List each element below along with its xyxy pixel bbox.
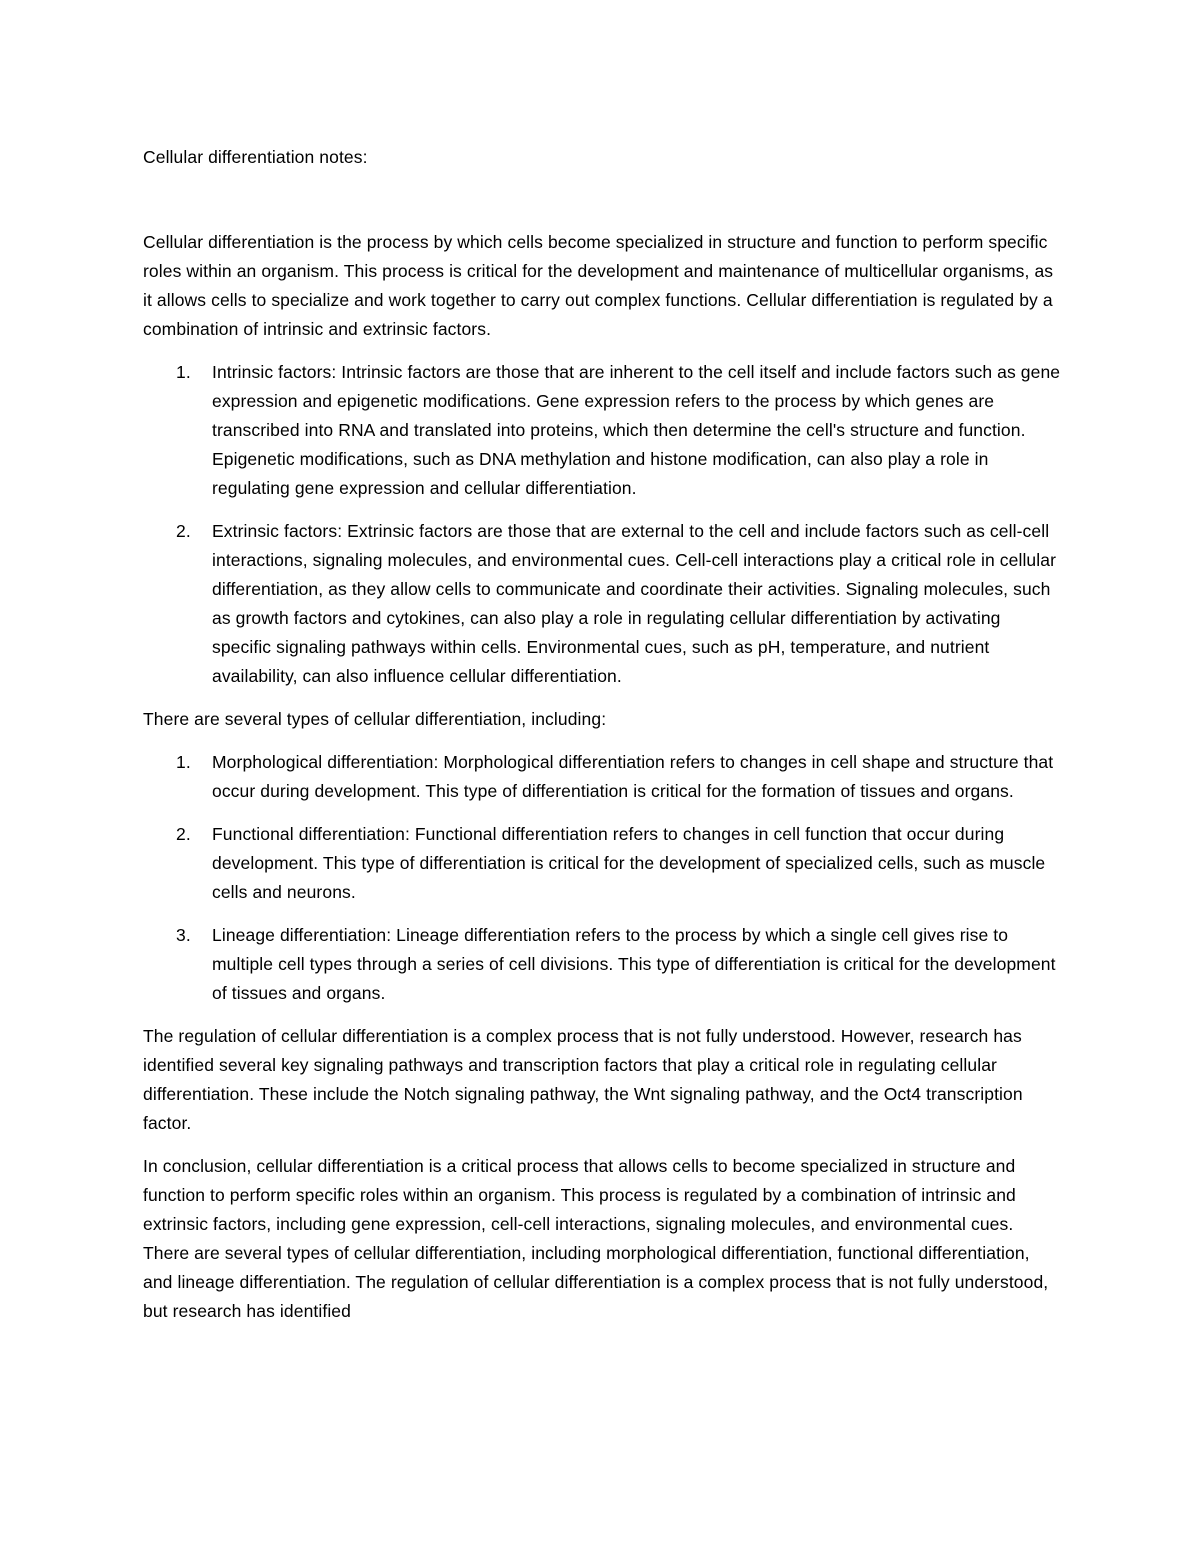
conclusion-paragraph: In conclusion, cellular differentiation is a critical process that allows cells to become specialized in structure and function to perform specific roles within an organism. This process is regulated by a combination of intrinsic and extrinsic factors, including gene expression, cell-cell interactions, signaling molecules, and environmental cues. There are several types of cellular differentiation, including morphological differentiation, functional differentiation, and lineage differentiation. The regulation of cellular differentiation is a complex process that is not fully understood, but research has identified [143,1156,1049,1321]
list-item-functional [143,820,1063,907]
list-item-intrinsic-factors [143,358,1063,503]
list-item-text: Functional differentiation: Functional differentiation refers to changes in cell function that occur during development. This type of differentiation is critical for the development of specialized cells, such as muscle cells and neurons. [212,824,1046,902]
types-intro-paragraph: There are several types of cellular differentiation, including: [143,709,607,729]
intro-paragraph: Cellular differentiation is the process by which cells become specialized in structure and function to perform specific roles within an organism. This process is critical for the development and maintenance of multicellular organisms, as it allows cells to specialize and work together to carry out complex functions. Cellular differentiation is regulated by a combination of intrinsic and extrinsic factors. [143,232,1054,339]
list-item-text: Lineage differentiation: Lineage differentiation refers to the process by which a single cell gives rise to multiple cell types through a series of cell divisions. This type of differentiation is critical for the development of tissues and organs. [212,925,1056,1003]
document-body [143,143,1063,1340]
list-number: 1. [176,362,191,382]
list-item-text: Extrinsic factors: Extrinsic factors are those that are external to the cell and include factors such as cell-cell interactions, signaling molecules, and environmental cues. Cell-cell interactions play a critical role in cellular differentiation, as they allow cells to communicate and coordinate their activities. Signaling molecules, such as growth factors and cytokines, can also play a role in regulating cellular differentiation by activating specific signaling pathways within cells. Environmental cues, such as pH, temperature, and nutrient availability, can also influence cellular differentiation. [212,521,1057,686]
document-title: Cellular differentiation notes: [143,147,368,167]
list-item-text: Morphological differentiation: Morphological differentiation refers to changes in cell shape and structure that occur during development. This type of differentiation is critical for the formation of tissues and organs. [212,752,1054,801]
list-number: 1. [176,752,191,772]
list-item-text: Intrinsic factors: Intrinsic factors are those that are inherent to the cell itself and include factors such as gene expression and epigenetic modifications. Gene expression refers to the process by which genes are transcribed into RNA and translated into proteins, which then determine the cell's structure and function. Epigenetic modifications, such as DNA methylation and histone modification, can also play a role in regulating gene expression and cellular differentiation. [212,362,1061,498]
list-number: 3. [176,925,191,945]
list-item-morphological [143,748,1063,806]
regulation-paragraph: The regulation of cellular differentiation is a complex process that is not fully understood. However, research has identified several key signaling pathways and transcription factors that play a critical role in regulating cellular differentiation. These include the Notch signaling pathway, the Wnt signaling pathway, and the Oct4 transcription factor. [143,1026,1023,1133]
list-item-extrinsic-factors [143,517,1063,691]
list-item-lineage [143,921,1063,1008]
list-number: 2. [176,521,191,541]
factors-list [143,358,1063,691]
types-list [143,748,1063,1008]
list-number: 2. [176,824,191,844]
